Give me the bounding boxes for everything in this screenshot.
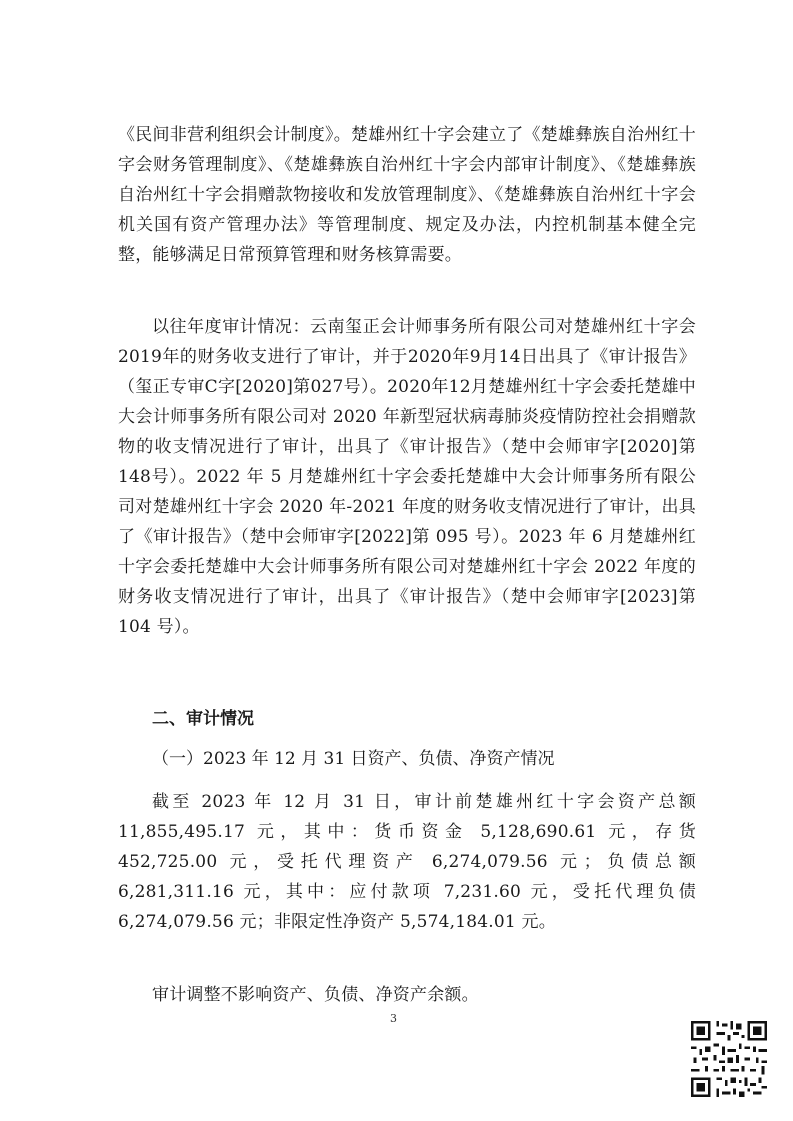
paragraph-adjustment: 审计调整不影响资产、负债、净资产余额。 bbox=[152, 985, 479, 1005]
paragraph-internal-control: 《民间非营利组织会计制度》。楚雄州红十字会建立了《楚雄彝族自治州红十字会财务管理制度》、《楚雄彝族自治州红十字会内部审计制度》、《楚雄彝族自治州红十字会捐赠款物接收和发放管理制度》、《楚雄彝族自治州红十字会机关国有资产管理办法》等管理制度、规定及办法，内控机制基本健全完整，能够满足日常预算管理和财务核算需要。 bbox=[118, 125, 696, 265]
subsection-heading-balances: （一）2023 年 12 月 31 日资产、负债、净资产情况 bbox=[152, 749, 555, 769]
page-number: 3 bbox=[390, 1012, 397, 1025]
paragraph-balances: 截至 2023 年 12 月 31 日，审计前楚雄州红十字会资产总额 11,855,495.17 元，其中：货币资金 5,128,690.61 元，存货 452,725.00 元，受托代理资产 6,274,079.56 元；负债总额 6,281,311.16 元，其中：应付款项 7,231.60 元，受托代理负债 6,274,079.56 元；非限定性净资产 5,574,184.01 元。 bbox=[118, 792, 696, 932]
section-heading-audit: 二、审计情况 bbox=[152, 709, 254, 729]
paragraph-previous-audits: 以往年度审计情况：云南玺正会计师事务所有限公司对楚雄州红十字会2019年的财务收支进行了审计，并于2020年9月14日出具了《审计报告》（玺正专审C字[2020]第027号）。2020年12月楚雄州红十字会委托楚雄中大会计师事务所有限公司对 2020 年新型冠状病毒肺炎疫情防控社会捐赠款物的收支情况进行了审计，出具了《审计报告》（楚中会师审字[2020]第148号）。2022 年 5 月楚雄州红十字会委托楚雄中大会计师事务所有限公司对楚雄州红十字会 2020 年-2021 年度的财务收支情况进行了审计，出具了《审计报告》（楚中会师审字[2022]第 095 号）。2023 年 6 月楚雄州红十字会委托楚雄中大会计师事务所有限公司对楚雄州红十字会 2022 年度的财务收支情况进行了审计，出具了《审计报告》（楚中会师审字[2023]第 104 号）。 bbox=[118, 317, 696, 637]
qr-code-icon bbox=[688, 1018, 770, 1100]
